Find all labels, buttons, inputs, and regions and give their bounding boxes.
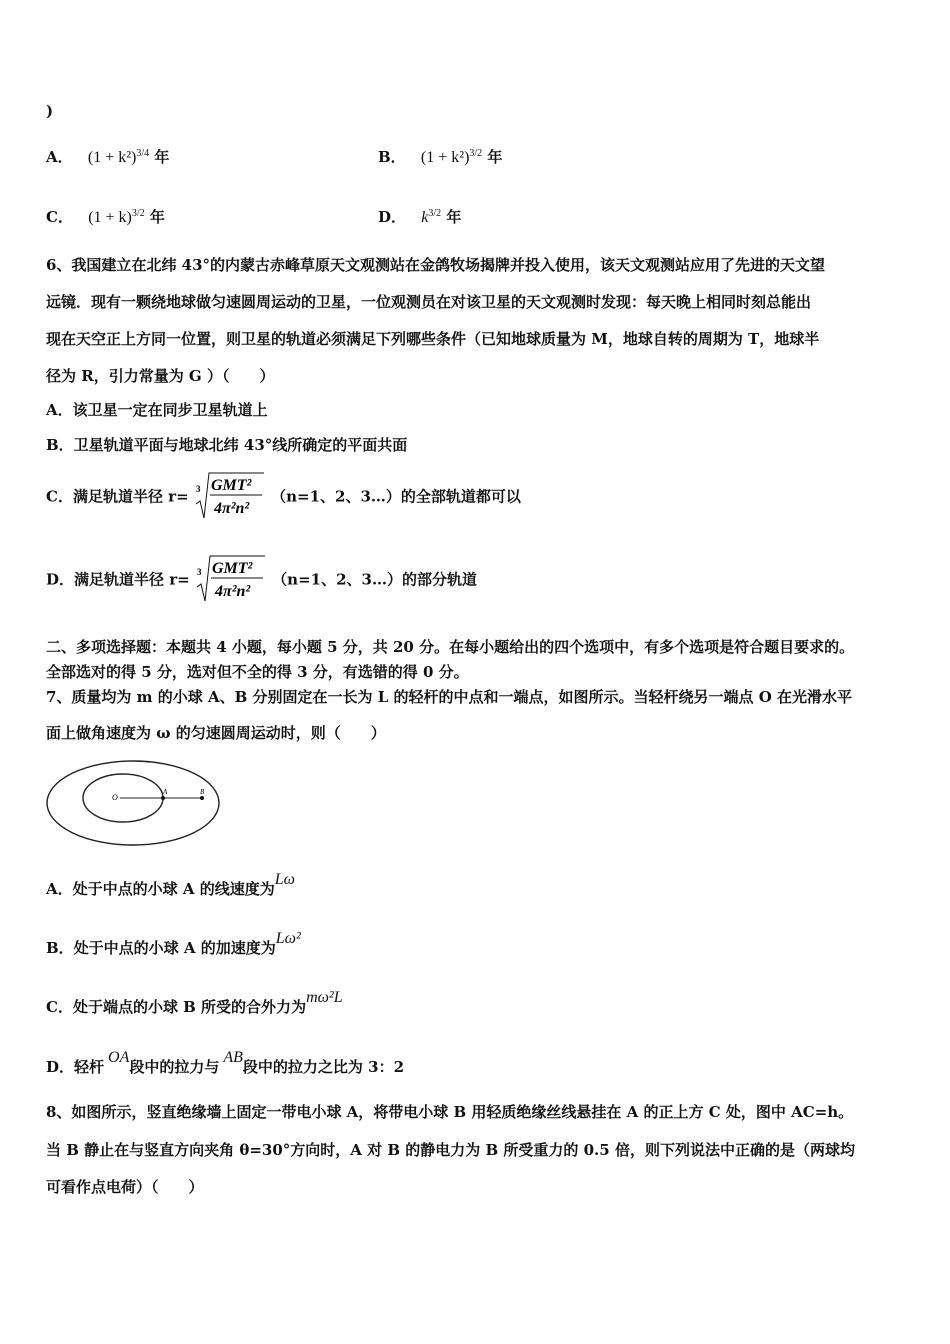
q6-option-d: [46, 553, 477, 605]
q5-option-b: [378, 146, 502, 167]
q7-option-c-text: C．处于端点的小球 B 所受的合外力为: [46, 998, 307, 1016]
q7-option-d-pre: D．轻杆: [46, 1058, 105, 1076]
q7-option-a-math: Lω: [274, 871, 295, 888]
q6-option-d-post: （n=1、2、3…）的部分轨道: [272, 570, 477, 589]
q5-option-d-label: D．: [378, 208, 407, 226]
cube-root-sign: [194, 470, 266, 522]
q6-option-c-post: （n=1、2、3…）的全部轨道都可以: [271, 487, 521, 506]
fraction-numerator: GMT²: [210, 477, 252, 494]
fraction-denominator: 4π²n²: [214, 583, 251, 600]
q6-option-a: A．该卫星一定在同步卫星轨道上: [46, 401, 268, 419]
q7-figure: [44, 758, 224, 848]
root-index: 3: [195, 484, 201, 494]
q6-option-d-formula: [195, 553, 267, 605]
q7-option-c-math: mω²L: [306, 989, 343, 1006]
q7-stem-line-2: 面上做角速度为 ω 的匀速圆周运动时，则（ ）: [46, 724, 386, 742]
q6-stem-line-4: 径为 R，引力常量为 G ）（ ）: [46, 367, 275, 385]
q8-stem-line-1: 8、如图所示，竖直绝缘墙上固定一带电小球 A，将带电小球 B 用轻质绝缘丝线悬挂在 A 的正上方 C 处，图中 AC=h。: [46, 1103, 854, 1121]
q6-option-c-pre: C．满足轨道半径 r=: [46, 487, 189, 506]
q5-option-a-expr: (1 + k²): [87, 149, 137, 166]
q7-option-b-text: B．处于中点的小球 A 的加速度为: [46, 939, 276, 957]
q7-option-b: [46, 929, 301, 957]
q6-option-d-pre: D．满足轨道半径 r=: [46, 570, 190, 589]
ball-a: [161, 796, 165, 800]
root-index: 3: [196, 567, 202, 577]
q5-option-c-unit: 年: [149, 208, 165, 226]
q5-closing-paren: ): [46, 102, 54, 120]
q5-option-b-exp: 3/2: [469, 148, 483, 159]
q5-option-a-unit: 年: [154, 148, 170, 166]
q5-option-d-expr: k: [421, 209, 429, 226]
q5-option-d-exp: 3/2: [428, 208, 442, 219]
outer-orbit: [47, 761, 219, 845]
fraction-denominator: 4π²n²: [213, 500, 250, 517]
q7-option-b-math: Lω²: [275, 930, 301, 947]
q6-stem-line-3: 现在天空正上方同一位置，则卫星的轨道必须满足下列哪些条件（已知地球质量为 M，地球自转的周期为 T，地球半: [46, 330, 820, 348]
q5-option-b-unit: 年: [487, 148, 503, 166]
fraction-numerator: GMT²: [211, 560, 253, 577]
q5-option-d-unit: 年: [446, 208, 462, 226]
q5-option-c: [46, 206, 165, 227]
point-b-label: B: [200, 788, 205, 796]
q5-option-c-label: C．: [46, 208, 73, 226]
q7-option-a-text: A．处于中点的小球 A 的线速度为: [46, 880, 275, 898]
cube-root-sign: [195, 553, 267, 605]
q5-option-b-label: B．: [378, 148, 406, 166]
q6-stem-line-2: 远镜．现有一颗绕地球做匀速圆周运动的卫星，一位观测员在对该卫星的天文观测时发现：每天晚上相同时刻总能出: [46, 293, 812, 311]
q7-option-d-post: 段中的拉力之比为 3：2: [242, 1058, 405, 1076]
q5-option-d: [378, 206, 461, 227]
q7-option-d-mid: 段中的拉力与: [129, 1058, 220, 1076]
q6-option-b: B．卫星轨道平面与地球北纬 43°线所确定的平面共面: [46, 436, 408, 454]
q5-option-a-exp: 3/4: [136, 148, 150, 159]
q8-stem-line-2: 当 B 静止在与竖直方向夹角 θ=30°方向时，A 对 B 的静电力为 B 所受重力的 0.5 倍，则下列说法中正确的是（两球均: [46, 1141, 855, 1159]
q7-option-a: [46, 870, 295, 898]
q6-option-c-formula: [194, 470, 266, 522]
q5-option-a: [46, 146, 169, 167]
q8-stem-line-3: 可看作点电荷）（ ）: [46, 1178, 204, 1196]
point-o-label: O: [112, 793, 118, 802]
q7-option-d: [46, 1046, 405, 1076]
q7-option-d-ab: AB: [223, 1049, 243, 1066]
q6-stem-line-1: 6、我国建立在北纬 43°的内蒙古赤峰草原天文观测站在金鸽牧场揭牌并投入使用，该天文观测站应用了先进的天文望: [46, 256, 826, 274]
point-a-label: A: [163, 788, 168, 796]
section2-header-line-1: 二、多项选择题：本题共 4 小题，每小题 5 分，共 20 分。在每小题给出的四个选项中，有多个选项是符合题目要求的。: [46, 638, 855, 656]
q5-option-c-exp: 3/2: [131, 208, 145, 219]
q5-option-a-label: A．: [46, 148, 73, 166]
q5-option-c-expr: (1 + k): [88, 209, 132, 226]
section2-header-line-2: 全部选对的得 5 分，选对但不全的得 3 分，有选错的得 0 分。: [46, 663, 469, 681]
q7-option-d-oa: OA: [108, 1049, 130, 1066]
ball-b: [200, 796, 204, 800]
q6-option-c: [46, 470, 521, 522]
q7-stem-line-1: 7、质量均为 m 的小球 A、B 分别固定在一长为 L 的轻杆的中点和一端点，如图所示。当轻杆绕另一端点 O 在光滑水平: [46, 688, 853, 706]
q5-option-b-expr: (1 + k²): [420, 149, 470, 166]
q7-option-c: [46, 988, 343, 1016]
